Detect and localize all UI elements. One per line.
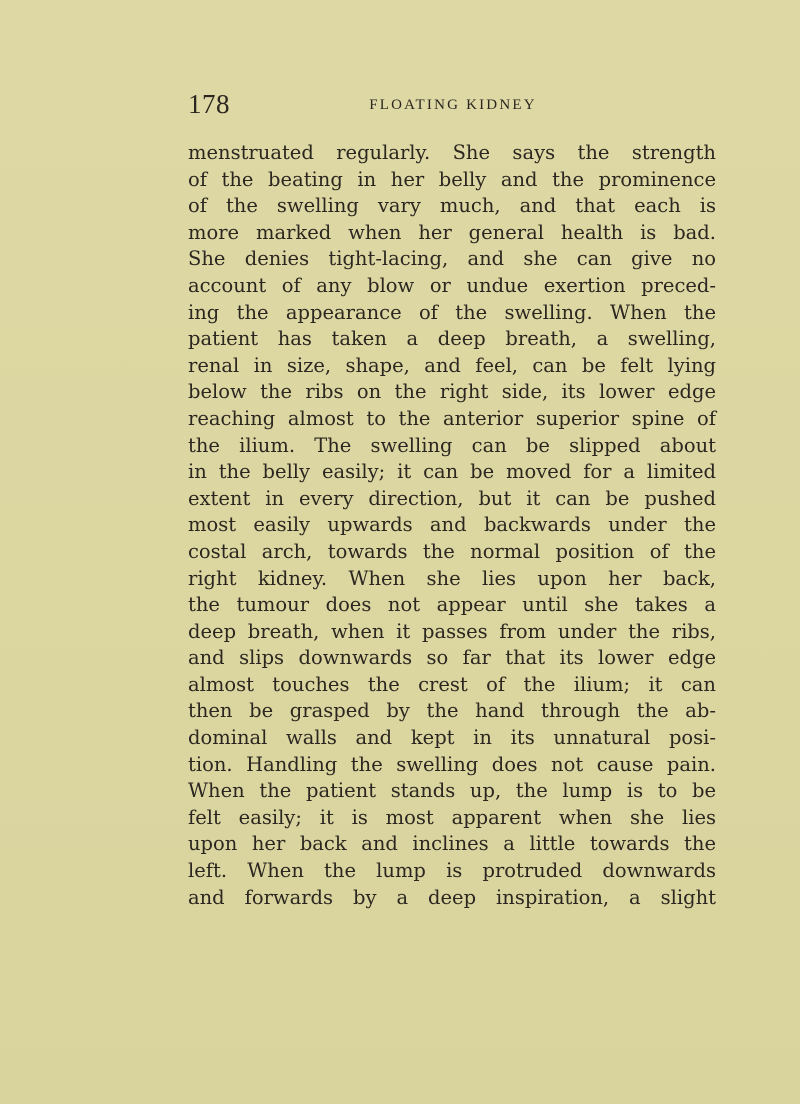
text-line: dominal walls and kept in its unnatural posi-: [188, 726, 716, 750]
text-line: costal arch, towards the normal position of the: [188, 539, 716, 563]
text-line: right kidney. When she lies upon her back,: [188, 566, 716, 590]
text-line: most easily upwards and backwards under the: [188, 513, 716, 537]
text-line: and slips downwards so far that its lower edge: [188, 646, 716, 670]
text-line: account of any blow or undue exertion preced-: [188, 273, 716, 297]
text-line: menstruated regularly. She says the strength: [188, 141, 716, 164]
text-line: then be grasped by the hand through the ab-: [188, 699, 716, 723]
text-line: extent in every direction, but it can be pushed: [188, 486, 716, 510]
text-line: patient has taken a deep breath, a swelling,: [188, 327, 716, 351]
body-text: [188, 140, 716, 911]
text-line: of the swelling vary much, and that each is: [188, 194, 716, 218]
page-number: 178: [188, 89, 230, 119]
text-line: She denies tight-lacing, and she can give no: [188, 247, 716, 271]
text-line: in the belly easily; it can be moved for a limited: [188, 460, 716, 484]
page-header: [188, 89, 718, 119]
text-line: left. When the lump is protruded downwards: [188, 859, 716, 883]
text-line: ing the appearance of the swelling. When the: [188, 300, 716, 324]
text-line: below the ribs on the right side, its lower edge: [188, 380, 716, 404]
text-line: of the beating in her belly and the prominence: [188, 167, 716, 191]
text-line: upon her back and inclines a little towards the: [188, 832, 716, 856]
text-line: the tumour does not appear until she takes a: [188, 593, 716, 617]
text-line: When the patient stands up, the lump is to be: [188, 779, 716, 803]
text-line: deep breath, when it passes from under the ribs,: [188, 619, 716, 643]
text-line: the ilium. The swelling can be slipped about: [188, 433, 716, 457]
text-line: almost touches the crest of the ilium; it can: [188, 672, 716, 696]
text-line: tion. Handling the swelling does not cause pain.: [188, 752, 716, 776]
text-line: more marked when her general health is bad.: [188, 220, 716, 244]
text-line: renal in size, shape, and feel, can be felt lying: [188, 353, 716, 377]
text-line: reaching almost to the anterior superior spine of: [188, 406, 716, 430]
text-line: and forwards by a deep inspiration, a slight: [188, 885, 716, 909]
running-title: FLOATING KIDNEY: [369, 97, 537, 113]
text-line: felt easily; it is most apparent when she lies: [188, 805, 716, 829]
